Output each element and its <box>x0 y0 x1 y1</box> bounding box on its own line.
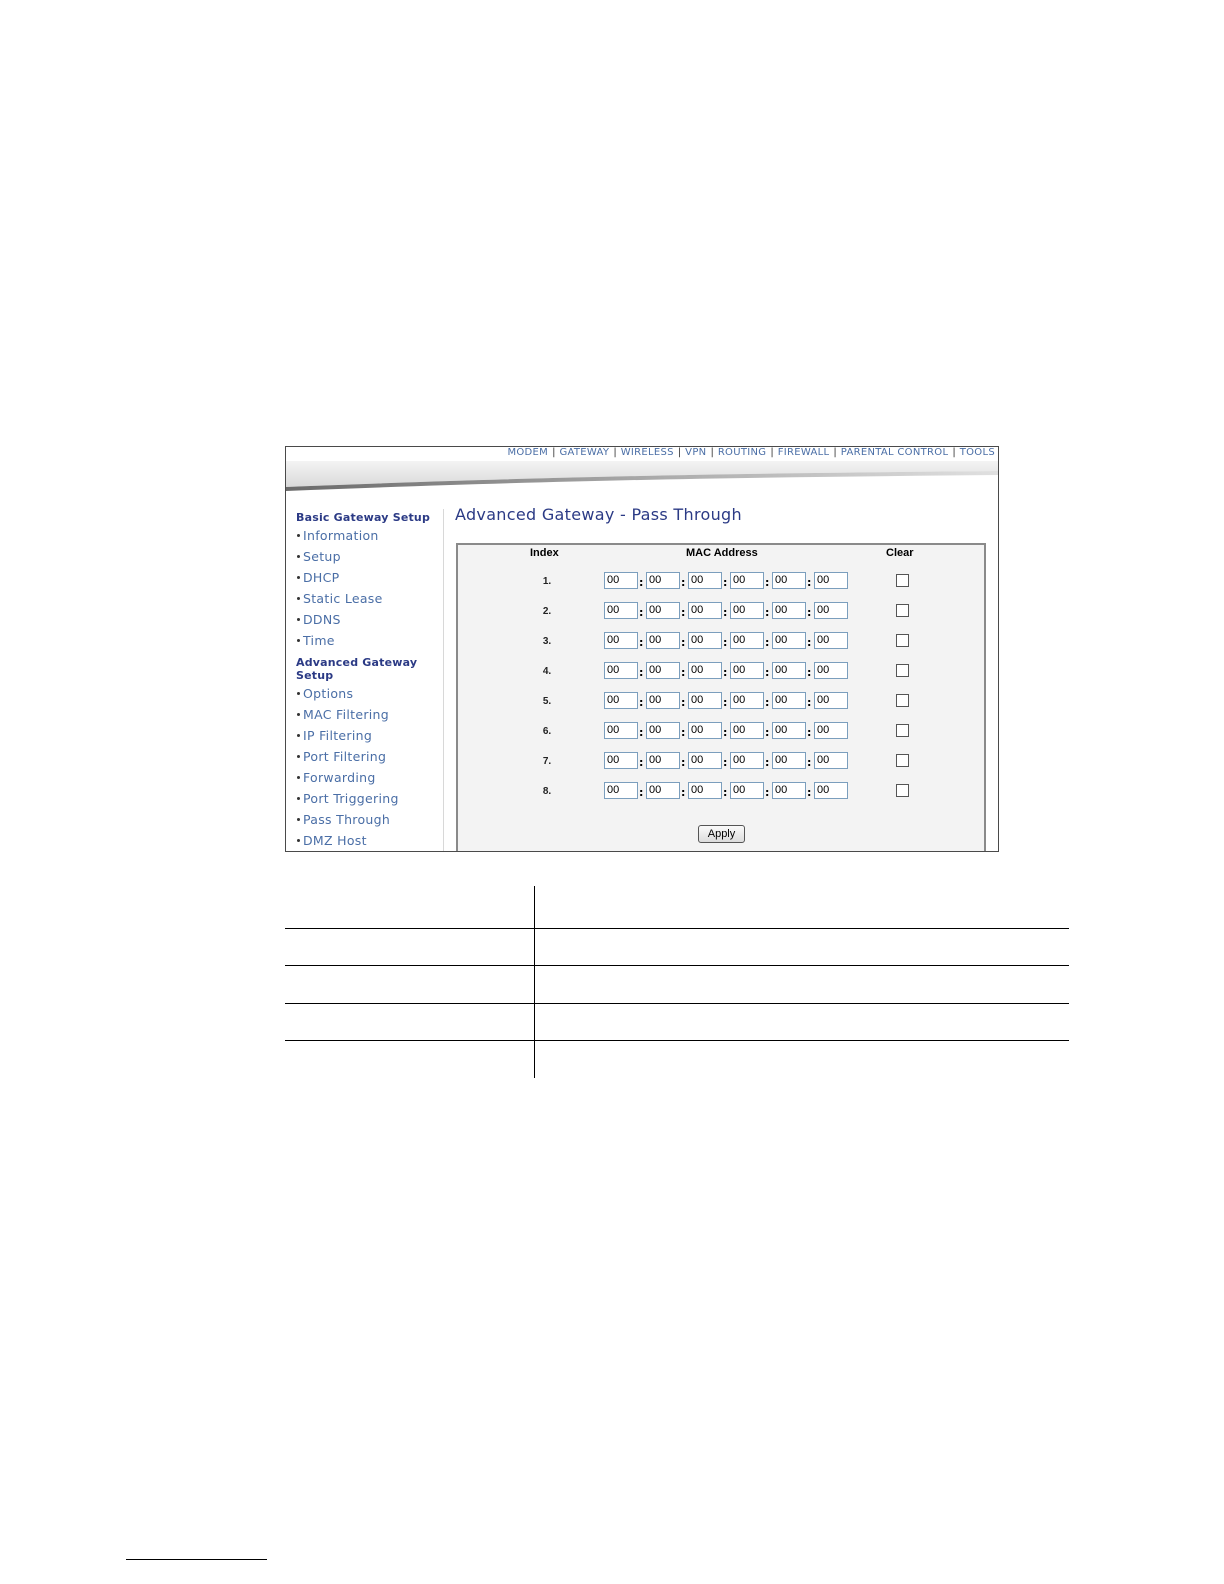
row-index: 1. <box>542 576 552 587</box>
sidebar-item-forwarding[interactable] <box>286 767 443 788</box>
mac-octet-input[interactable]: 00 <box>772 662 806 679</box>
mac-separator: : <box>807 666 812 679</box>
mac-octet-input[interactable]: 00 <box>814 692 848 709</box>
sidebar-item-label: Port Filtering <box>303 749 387 764</box>
nav-separator: | <box>710 447 714 458</box>
bullet-icon <box>297 597 300 600</box>
bullet-icon <box>297 713 300 716</box>
nav-separator: | <box>833 447 837 458</box>
mac-octet-input[interactable]: 00 <box>646 662 680 679</box>
clear-checkbox[interactable] <box>896 574 909 587</box>
mac-separator: : <box>723 666 728 679</box>
mac-separator: : <box>765 726 770 739</box>
mac-octet-input[interactable]: 00 <box>604 632 638 649</box>
mac-separator: : <box>807 696 812 709</box>
table-rule <box>285 1003 1069 1004</box>
sidebar-item-pass-through[interactable] <box>286 809 443 830</box>
table-row <box>458 722 984 744</box>
sidebar-item-label: IP Filtering <box>303 728 373 743</box>
table-row <box>458 782 984 804</box>
sidebar <box>286 509 444 851</box>
mac-octet-input[interactable]: 00 <box>604 722 638 739</box>
mac-octet-input[interactable]: 00 <box>814 572 848 589</box>
bullet-icon <box>297 839 300 842</box>
clear-column-header: Clear <box>886 547 914 559</box>
mac-octet-input[interactable]: 00 <box>688 692 722 709</box>
mac-separator: : <box>807 786 812 799</box>
mac-separator: : <box>681 576 686 589</box>
sidebar-item-port-filtering[interactable] <box>286 746 443 767</box>
sidebar-item-label: Static Lease <box>303 591 383 606</box>
mac-separator: : <box>681 756 686 769</box>
mac-octet-input[interactable]: 00 <box>730 782 764 799</box>
bullet-icon <box>297 734 300 737</box>
mac-separator: : <box>723 606 728 619</box>
mac-separator: : <box>807 756 812 769</box>
row-index: 7. <box>542 756 552 767</box>
sidebar-item-label: Pass Through <box>303 812 391 827</box>
mac-separator: : <box>807 636 812 649</box>
mac-separator: : <box>639 696 644 709</box>
mac-separator: : <box>765 576 770 589</box>
mac-octet-input[interactable]: 00 <box>646 602 680 619</box>
sidebar-item-ip-filtering[interactable] <box>286 725 443 746</box>
row-index: 3. <box>542 636 552 647</box>
bullet-icon <box>297 818 300 821</box>
nav-link-gateway[interactable]: GATEWAY <box>559 447 610 458</box>
sidebar-item-label: DHCP <box>303 570 340 585</box>
advanced-gateway-setup-heading <box>286 656 443 682</box>
mac-separator: : <box>639 786 644 799</box>
nav-separator: | <box>613 447 617 458</box>
bullet-icon <box>297 576 300 579</box>
router-config-screenshot <box>285 446 999 852</box>
mac-octet-input[interactable]: 00 <box>688 722 722 739</box>
mac-octet-input[interactable]: 00 <box>814 722 848 739</box>
mac-octet-input[interactable]: 00 <box>730 632 764 649</box>
mac-octet-input[interactable]: 00 <box>646 692 680 709</box>
mac-octet-input[interactable]: 00 <box>814 602 848 619</box>
row-index: 4. <box>542 666 552 677</box>
mac-octet-input[interactable]: 00 <box>814 632 848 649</box>
pass-through-table <box>456 543 986 852</box>
nav-link-modem[interactable]: MODEM <box>507 447 549 458</box>
mac-separator: : <box>723 576 728 589</box>
row-index: 8. <box>542 786 552 797</box>
table-row <box>458 752 984 774</box>
clear-checkbox[interactable] <box>896 724 909 737</box>
mac-octet-input[interactable]: 00 <box>730 722 764 739</box>
mac-separator: : <box>681 636 686 649</box>
clear-checkbox[interactable] <box>896 784 909 797</box>
sidebar-item-label: Port Triggering <box>303 791 399 806</box>
bullet-icon <box>297 534 300 537</box>
mac-octet-input[interactable]: 00 <box>646 722 680 739</box>
clear-checkbox[interactable] <box>896 694 909 707</box>
mac-octet-input[interactable]: 00 <box>730 692 764 709</box>
sidebar-item-label: Forwarding <box>303 770 376 785</box>
mac-separator: : <box>681 606 686 619</box>
mac-separator: : <box>639 756 644 769</box>
mac-separator: : <box>807 606 812 619</box>
mac-octet-input[interactable]: 00 <box>814 782 848 799</box>
table-row <box>458 632 984 654</box>
sidebar-item-label: DDNS <box>303 612 341 627</box>
nav-link-wireless[interactable]: WIRELESS <box>620 447 674 458</box>
mac-separator: : <box>639 666 644 679</box>
sidebar-item-dmz-host[interactable] <box>286 830 443 851</box>
mac-separator: : <box>765 636 770 649</box>
nav-link-firewall[interactable]: FIREWALL <box>777 447 830 458</box>
mac-octet-input[interactable]: 00 <box>772 782 806 799</box>
mac-separator: : <box>765 696 770 709</box>
mac-octet-input[interactable]: 00 <box>604 572 638 589</box>
mac-separator: : <box>681 726 686 739</box>
mac-address-column-header: MAC Address <box>686 547 758 559</box>
sidebar-item-options[interactable] <box>286 683 443 704</box>
bullet-icon <box>297 555 300 558</box>
header-swoosh-graphic <box>286 461 998 493</box>
table-rule <box>285 965 1069 966</box>
bullet-icon <box>297 797 300 800</box>
mac-separator: : <box>765 786 770 799</box>
sidebar-item-label: MAC Filtering <box>303 707 390 722</box>
nav-separator: | <box>952 447 956 458</box>
mac-separator: : <box>765 606 770 619</box>
basic-gateway-setup-heading-line: Basic Gateway Setup <box>296 511 431 524</box>
mac-octet-input[interactable]: 00 <box>688 602 722 619</box>
mac-octet-input[interactable]: 00 <box>604 692 638 709</box>
mac-octet-input[interactable]: 00 <box>688 662 722 679</box>
top-navigation <box>507 447 995 461</box>
mac-octet-input[interactable]: 00 <box>688 632 722 649</box>
mac-separator: : <box>639 636 644 649</box>
table-row <box>458 572 984 594</box>
mac-octet-input[interactable]: 00 <box>688 782 722 799</box>
sidebar-item-time[interactable] <box>286 630 443 651</box>
mac-separator: : <box>681 786 686 799</box>
nav-link-parental-control[interactable]: PARENTAL CONTROL <box>840 447 949 458</box>
mac-octet-input[interactable]: 00 <box>730 572 764 589</box>
index-column-header: Index <box>530 547 559 559</box>
nav-link-tools[interactable]: TOOLS <box>959 447 995 458</box>
basic-gateway-setup-heading <box>286 511 443 524</box>
mac-separator: : <box>681 666 686 679</box>
mac-separator: : <box>723 636 728 649</box>
footnote-rule <box>126 1559 267 1560</box>
nav-link-routing[interactable]: ROUTING <box>717 447 767 458</box>
bullet-icon <box>297 755 300 758</box>
mac-separator: : <box>807 576 812 589</box>
nav-separator: | <box>677 447 682 458</box>
mac-octet-input[interactable]: 00 <box>730 602 764 619</box>
sidebar-item-dhcp[interactable] <box>286 567 443 588</box>
bullet-icon <box>297 692 300 695</box>
table-column-divider <box>534 886 535 1078</box>
mac-octet-input[interactable]: 00 <box>772 692 806 709</box>
mac-separator: : <box>681 696 686 709</box>
mac-octet-input[interactable]: 00 <box>772 722 806 739</box>
apply-button[interactable]: Apply <box>698 825 745 843</box>
mac-octet-input[interactable]: 00 <box>814 752 848 769</box>
mac-separator: : <box>723 756 728 769</box>
mac-octet-input[interactable]: 00 <box>646 752 680 769</box>
mac-octet-input[interactable]: 00 <box>604 602 638 619</box>
sidebar-item-label: Options <box>303 686 354 701</box>
sidebar-item-mac-filtering[interactable] <box>286 704 443 725</box>
bullet-icon <box>297 776 300 779</box>
sidebar-item-label: Setup <box>303 549 341 564</box>
sidebar-item-setup[interactable] <box>286 546 443 567</box>
mac-separator: : <box>639 726 644 739</box>
mac-octet-input[interactable]: 00 <box>772 572 806 589</box>
mac-separator: : <box>639 576 644 589</box>
mac-octet-input[interactable]: 00 <box>688 752 722 769</box>
mac-separator: : <box>765 756 770 769</box>
mac-separator: : <box>807 726 812 739</box>
sidebar-item-static-lease[interactable] <box>286 588 443 609</box>
sidebar-item-port-triggering[interactable] <box>286 788 443 809</box>
sidebar-item-label: Time <box>303 633 335 648</box>
table-rule <box>285 928 1069 929</box>
sidebar-item-ddns[interactable] <box>286 609 443 630</box>
advanced-gateway-setup-heading-line: Advanced Gateway <box>296 656 418 669</box>
mac-separator: : <box>765 666 770 679</box>
mac-octet-input[interactable]: 00 <box>646 572 680 589</box>
table-row <box>458 692 984 714</box>
clear-checkbox[interactable] <box>896 604 909 617</box>
mac-octet-input[interactable]: 00 <box>646 782 680 799</box>
clear-checkbox[interactable] <box>896 664 909 677</box>
row-index: 5. <box>542 696 552 707</box>
mac-octet-input[interactable]: 00 <box>772 632 806 649</box>
nav-link-vpn[interactable]: VPN <box>685 447 707 458</box>
bullet-icon <box>297 618 300 621</box>
sidebar-item-label: DMZ Host <box>303 833 367 848</box>
mac-octet-input[interactable]: 00 <box>730 752 764 769</box>
mac-octet-input[interactable]: 00 <box>772 602 806 619</box>
table-row <box>458 602 984 624</box>
sidebar-item-information[interactable] <box>286 525 443 546</box>
mac-separator: : <box>723 696 728 709</box>
bullet-icon <box>297 639 300 642</box>
sidebar-item-label: Information <box>303 528 379 543</box>
mac-octet-input[interactable]: 00 <box>730 662 764 679</box>
clear-checkbox[interactable] <box>896 754 909 767</box>
mac-octet-input[interactable]: 00 <box>604 752 638 769</box>
advanced-gateway-setup-heading-line: Setup <box>296 669 334 682</box>
table-row <box>458 662 984 684</box>
clear-checkbox[interactable] <box>896 634 909 647</box>
mac-separator: : <box>723 786 728 799</box>
nav-separator: | <box>552 447 556 458</box>
mac-octet-input[interactable]: 00 <box>688 572 722 589</box>
nav-separator: | <box>770 447 774 458</box>
mac-octet-input[interactable]: 00 <box>604 782 638 799</box>
mac-octet-input[interactable]: 00 <box>814 662 848 679</box>
mac-octet-input[interactable]: 00 <box>772 752 806 769</box>
mac-separator: : <box>723 726 728 739</box>
row-index: 2. <box>542 606 552 617</box>
mac-separator: : <box>639 606 644 619</box>
table-rule <box>285 1040 1069 1041</box>
page-title: Advanced Gateway - Pass Through <box>455 505 742 524</box>
mac-octet-input[interactable]: 00 <box>604 662 638 679</box>
row-index: 6. <box>542 726 552 737</box>
mac-octet-input[interactable]: 00 <box>646 632 680 649</box>
